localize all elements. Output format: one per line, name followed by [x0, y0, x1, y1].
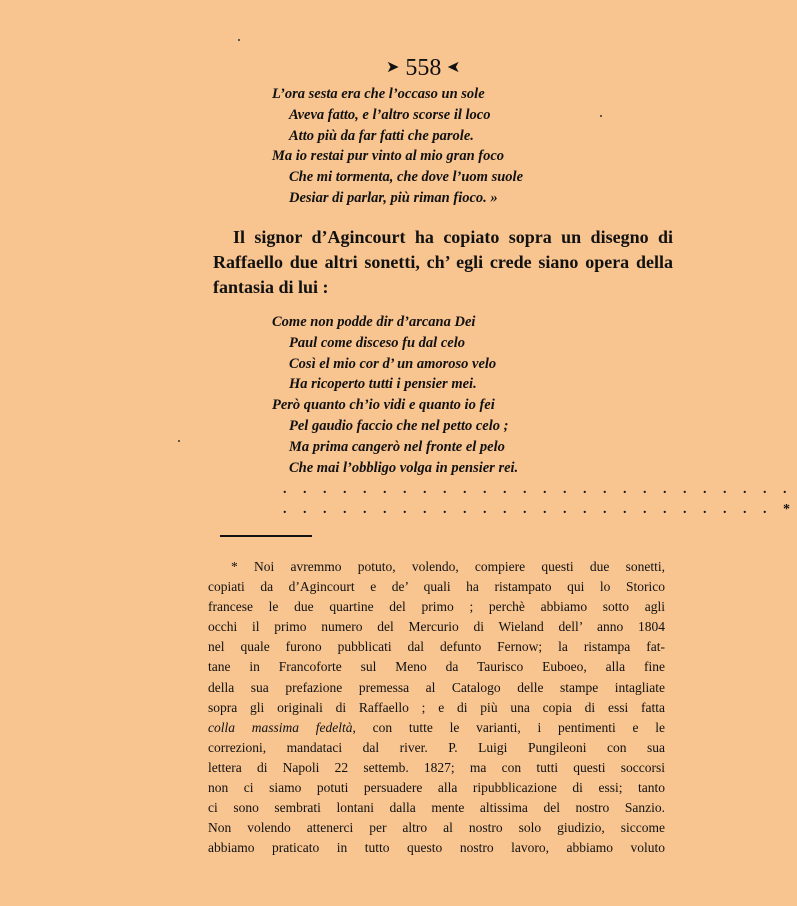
footnote-divider: [220, 535, 312, 537]
poem-line: Atto più da far fatti che parole.: [289, 127, 474, 144]
ornament-left-icon: ➤: [386, 59, 400, 76]
poem-line: L’ora sesta era che l’occaso un sole: [272, 86, 485, 102]
footnote-text: , con tutte le varianti, i pentimenti e le: [352, 719, 665, 735]
poem-line: Che mi tormenta, che dove l’uom suole: [289, 169, 524, 186]
footnote-line: Non volendo attenerci per altro al nostro solo giudizio, siccome: [208, 820, 665, 836]
poem-line: Come non podde dir d’arcana Dei: [272, 314, 476, 330]
paragraph-text: Il signor d’Agincourt ha copiato sopra un disegno di Raffaello due altri sonetti, ch’ egli crede siano opera della fantasia di lui :: [213, 227, 673, 297]
poem-line: Ma prima cangerò nel fronte el pelo: [289, 438, 505, 455]
footnote-line: abbiamo praticato in tutto questo nostro lavoro, abbiamo voluto: [208, 840, 665, 856]
poem-line: Così el mio cor d’ un amoroso velo: [289, 355, 497, 372]
footnote-line: lettera di Napoli 22 settemb. 1827; ma con tutti questi soccorsi: [208, 759, 665, 775]
footnote-line: * Noi avremmo potuto, volendo, compiere questi due sonetti,: [231, 559, 665, 574]
footnote-line: non ci siamo potuti persuadere alla ripubblicazione di essi; tanto: [208, 780, 665, 796]
poem-line: Pel gaudio faccio che nel petto celo ;: [289, 417, 509, 434]
footnote-line: ci sono sembrati lontani dalla mente altissima del nostro Sanzio.: [208, 800, 665, 816]
footnote-line: della sua prefazione premessa al Catalogo delle stampe intagliate: [208, 679, 665, 695]
footnote-line: correzioni, mandataci dal river. P. Luigi Pungileoni con sua: [208, 739, 665, 755]
ellipsis-line: . . . . . . . . . . . . . . . . . . . . . . . . . *: [283, 502, 797, 517]
footnote-line: francese le due quartine del primo ; perchè abbiamo sotto agli: [208, 599, 665, 615]
page-number: 558: [405, 55, 442, 81]
poem-line: Desiar di parlar, più riman fioco. »: [289, 189, 498, 206]
footnote-line: tane in Francoforte sul Meno da Taurisco Euboeo, alla fine: [208, 659, 665, 675]
poem-line: Però quanto ch’io vidi e quanto io fei: [272, 397, 495, 414]
ink-speck: [600, 115, 602, 117]
footnote-line: nel quale furono pubblicati dal defunto Fernow; la ristampa fat-: [208, 639, 665, 655]
footnote-line: sopra gli originali di Raffaello ; e di più una copia di essi fatta: [208, 699, 665, 715]
poem-line: Aveva fatto, e l’altro scorse il loco: [289, 106, 491, 123]
poem-line: Che mai l’obbligo volga in pensier rei.: [289, 459, 519, 476]
ornament-right-icon: ➤: [447, 59, 461, 76]
footnote-italic: colla massima fedeltà: [208, 719, 353, 735]
poem-line: Ma io restai pur vinto al mio gran foco: [272, 148, 505, 165]
poem-line: Ha ricoperto tutti i pensier mei.: [289, 376, 477, 393]
ellipsis-line: . . . . . . . . . . . . . . . . . . . . . . . . . .: [283, 482, 793, 497]
ink-speck: [178, 440, 180, 442]
ink-speck: [238, 39, 240, 41]
poem-excerpt: [272, 84, 523, 209]
footnote-line: copiati da d’Agincourt e de’ quali ha ristampato qui lo Storico: [208, 579, 665, 595]
footnote-line: [208, 718, 665, 738]
poem-line: Paul come disceso fu dal celo: [289, 334, 465, 351]
sonnet: [272, 312, 518, 478]
page-header: [386, 54, 461, 82]
footnote: [208, 557, 665, 858]
body-paragraph: [213, 225, 673, 300]
footnote-line: occhi il primo numero del Mercurio di Wieland dell’ anno 1804: [208, 619, 665, 635]
